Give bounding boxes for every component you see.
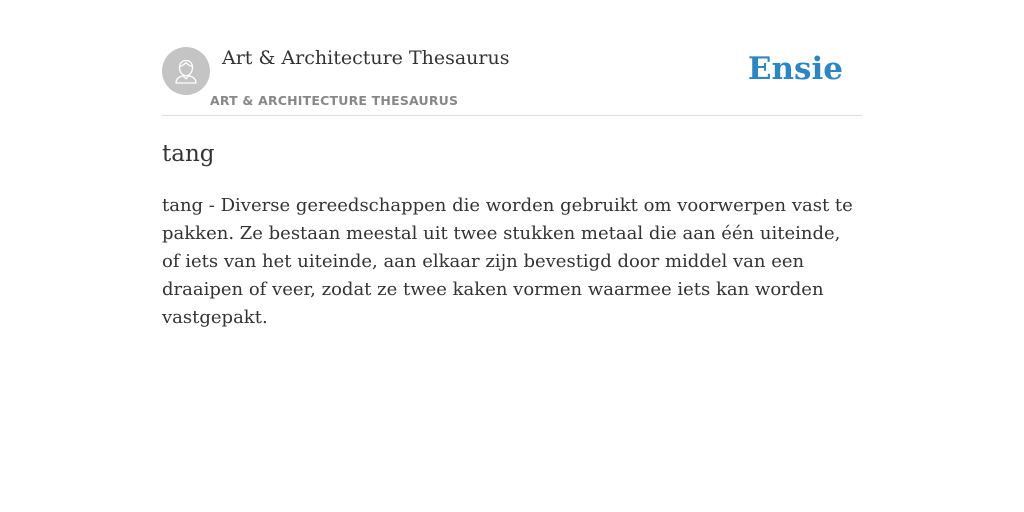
source-title-link[interactable]: Art & Architecture Thesaurus [222,47,510,69]
source-subtitle: ART & ARCHITECTURE THESAURUS [210,93,459,108]
user-icon [162,47,210,95]
entry-header [162,0,862,116]
source-avatar[interactable] [162,47,210,95]
entry-term: tang [162,141,215,167]
entry-definition: tang - Diverse gereedschappen die worden gebruikt om voorwerpen vast te pakken. Ze bestaan meestal uit twee stukken metaal die aan één uiteinde, of iets van het uiteinde, aan elkaar zijn bevestigd door middel van een draaipen of veer, zodat ze twee kaken vormen waarmee iets kan worden vastgepakt. [162,195,853,328]
entry-card [162,0,862,328]
ensie-logo[interactable]: Ensie [747,51,843,87]
